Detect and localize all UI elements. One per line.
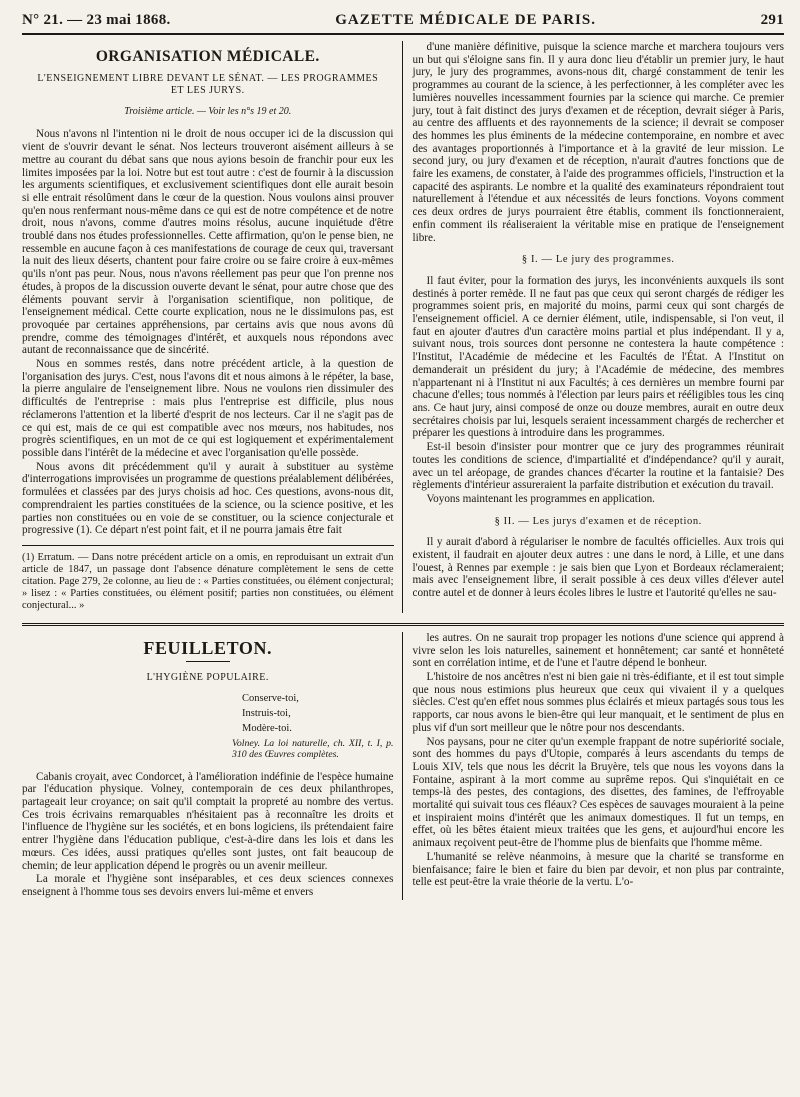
paragraph: L'histoire de nos ancêtres n'est ni bien gaie ni très-édifiante, et il est tout simple que nous nous estimions plus heureux que ceux qui vivaient il y a quelques siècles. C'est qu'en effet nous sommes plus éclairés et mieux partagés sous tous les rapports, car nous avons le bien-être qui leur manquait, et le sentiment de plus en plus vif d'un sort meilleur que le nôtre pour nos descendants. — [412, 671, 784, 734]
paragraph: Il y aurait d'abord à régulariser le nombre de facultés officielles. Aux trois qui existent, il faudrait en ajouter deux autres : une dans le nord, à Lille, et une dans l'ouest, à Rennes par exemple : je sais bien que Lyon et Bordeaux réclameraient; mais avec l'enseignement libre, il serait possible à ces deux villes d'élever autel contre autel et de donner à leurs écoles libres le lustre et l'autorité qu'elles ne sau- — [412, 536, 784, 600]
epigraph-line: Modère-toi. — [242, 722, 292, 734]
paragraph: Nous avons dit précédemment qu'il y aurait à substituer au système d'interrogations improvisées un programme de questions préalablement délibérées, formulées et classées par des jurys choisis ad hoc. Ces questions, avons-nous dit, comprendraient les parties constituées de la science, ou la science positive, et les parties non constituées ou en voie de se constituer, ou la science conjecturale et progressive (1). Ce départ n'est point fait, et il ne pourra jamais être fait — [22, 460, 394, 537]
page-number: 291 — [760, 12, 784, 28]
paragraph: Nos paysans, pour ne citer qu'un exemple frappant de notre supériorité sociale, sont des hommes du pays d'Utopie, comparés à leurs ascendants du temps de Louis XIV, tels que nous les décrit la Bruyère, tels que nous les voyons dans la Fontaine, aspirant à la mort comme au suprême repos. Qui s'inquiétait en ce temps-là des pestes, des contagions, des disettes, des famines, de l'effroyable mortalité qui suivait tous ces fléaux? Ces espèces de sauvages mouraient à la peine et inspiraient moins d'intérêt que les animaux domestiques. Il fut un temps, en effet, où les bêtes étaient mieux traitées que les gens, et aujourd'hui encore les animaux reçoivent peut-être de l'homme plus de bienfaits que l'homme même. — [412, 735, 784, 850]
feuilleton-left-column — [22, 632, 403, 900]
paragraph: Nous en sommes restés, dans notre précédent article, à la question de l'organisation des jurys. C'est, nous l'avons dit et nous aimons à le répéter, la base, la pierre angulaire de l'enseignement libre. Nous ne voulons rien dissimuler des difficultés de l'entreprise : mais plus l'entreprise est difficile, plus nous réclamerons l'attention et la liberté d'esprit de nos lecteurs. Car il ne s'agit pas de ce qui est, mais de ce qui est compatible avec nos mœurs, nos habitudes, nos progrès scientifiques, en un mot de ce qui est logiquement et expérimentalement possible dans l'intérêt de la médecine et avec l'organisation qu'elle possède. — [22, 358, 394, 459]
article-right-column — [413, 41, 785, 613]
article-subtitle: L'ENSEIGNEMENT LIBRE DEVANT LE SÉNAT. — LES PROGRAMMES ET LES JURYS. — [37, 72, 379, 96]
article-columns — [22, 41, 784, 613]
feuilleton-columns — [22, 632, 784, 900]
paragraph: d'une manière définitive, puisque la science marche et marchera toujours vers un but qui s'éloigne sans fin. Il y aura donc lieu d'établir un premier jury, le haut jury, le jury des programmes, avons-nous dit, chargé constamment de tenir les programmes au courant de la science, à les perfectionner, à les compléter avec les lumières nouvelles incessamment fournies par la science qui marche. Ce premier jury, tout à fait distinct des jurys d'examen et de réception, devrait siéger à Paris, au centre des affluents et des rayonnements de la science; il devrait se composer des hommes les plus éminents de la médecine contemporaine, en nombre et avec des avantages proportionnés à l'importance et à la gravité de leur mission. Le second jury, ou jury d'examen et de réception, n'aurait d'autres fonctions que de faire les examens, de constater, à l'aide des programmes officiels, l'instruction et la capacité des aspirants. Le nombre et la qualité des examinateurs répondraient tout naturellement à l'étendue et aux nécessités de leurs fonctions. Voyons comment ces deux ordres de jurys pourraient être établis, comment ils fonctionneraient, enfin comment ils réaliseraient la véritable mise en pratique de l'enseignement libre. — [412, 41, 784, 244]
paragraph: les autres. On ne saurait trop propager les notions d'une science qui apprend à vivre selon les lois naturelles, sainement et honnêtement; car santé et honnêteté sont en corrélation intime, et de l'une et l'autre dépend le bonheur. — [412, 631, 784, 670]
title-rule — [186, 661, 230, 662]
paragraph: Nous n'avons nl l'intention ni le droit de nous occuper ici de la discussion qui vient de s'ouvrir devant le sénat. Nos lecteurs trouveront aisément ailleurs à se mettre au courant du débat sans que nous ayions besoin de franchir pour eux les limites imposées par la loi. Notre but est tout autre : c'est de fournir à la discussion les arguments scientifiques, et exclusivement scientifiques dont elle aurait besoin si elle entrait résolûment dans le cœur de la question. Nous voulons ainsi prouver qu'en nous renfermant nous-même dans ce qui est de notre compétence et de notre droit, nous n'avons, comme d'autres moins résolus, aucune inquiétude d'être troublé dans nos études professionnelles. Cette affirmation, qu'on le pense bien, ne ressemble en aucune façon à ces manifestations de courage de ceux qui, traversant la nuit des lieux déserts, chantent pour faire croire ou se faire croire à eux-mêmes qu'ils n'ont pas peur. Nous, nous n'avons réellement pas peur que l'on prenne nos études, à propos de la discussion ouverte devant le sénat, pour autre chose que des éléments pouvant servir à l'organisation scientifique, non politique, de l'enseignement médical. Cette courte explication, nous ne le dissimulons pas, est provoquée par certaines appréhensions, par certains avis que nous avons dû prendre, comme des témoignages d'intérêt, et auxquels nous répondons avec autant de reconnaissance que de sincérité. — [22, 128, 394, 357]
paragraph: Cabanis croyait, avec Condorcet, à l'amélioration indéfinie de l'espèce humaine par l'éducation physique. Volney, contemporain de ces deux philanthropes, partageait leur croyance; on sait qu'il comptait la propreté au nombre des vertus. Ces trois écrivains remarquables n'hésitaient pas à reconnaître les droits et l'influence de l'hygiène sur les sociétés, et en bons logiciens, ils prétendaient faire entrer l'hygiène dans l'éducation publique, c'est-à-dire dans les lois et dans les mœurs. Ces idées, aussi pratiques qu'elles sont justes, ont fait beaucoup de chemin; de leur application dépend le progrès ou un avenir meilleur. — [22, 770, 394, 872]
feuilleton-right-column — [413, 632, 785, 900]
epigraph-line: Instruis-toi, — [242, 707, 291, 719]
paragraph: Il faut éviter, pour la formation des jurys, les inconvénients auxquels ils sont destinés à porter remède. Il ne faut pas que ceux qui seront chargés de rédiger les programmes soient pris, en majorité du moins, parmi ceux qui sont chargés de l'enseignement officiel. A ce dernier élément, utile, indispensable, si l'on veut, il faut en ajouter d'autres d'un caractère moins partial et plus indépendant. Il y a, suivant nous, trois sources dont personne ne contestera la haute compétence : l'Institut, l'Académie de médecine et les Facultés de l'État. A l'Institut on demanderait un président du jury; à l'Académie de médecine, des membres n'appartenant ni à l'Institut ni aux Facultés; à ces dernières un membre fourni par chacune d'elles; tous nommés à l'élection par leurs pairs et rééligibles tous les cinq ans. Ce haut jury, ainsi composé de onze ou douze membres, aurait en outre deux secrétaires choisis par lui, lesquels seraient incessamment chargés de rechercher et préparer les questions à introduire dans les programmes. — [412, 274, 784, 440]
page-header — [22, 12, 784, 35]
epigraph-line: Conserve-toi, — [242, 692, 299, 704]
feuilleton-title: FEUILLETON. — [143, 637, 273, 658]
paragraph: Voyons maintenant les programmes en application. — [426, 492, 655, 505]
feuilleton-subtitle: L'HYGIÈNE POPULAIRE. — [146, 671, 269, 683]
article-left-column — [22, 41, 403, 613]
section-heading: § I. — Le jury des programmes. — [521, 254, 675, 266]
paragraph: L'humanité se relève néanmoins, à mesure que la charité se transforme en bienfaisance; faire le bien et faire du bien par devoir, et non plus par contrainte, telle est peut-être la vraie théorie de la vertu. L'o- — [412, 850, 784, 889]
article-note: Troisième article. — Voir les n°s 19 et 20. — [124, 105, 292, 117]
epigraph-source: Volney. La loi naturelle, ch. XII, t. I, p. 310 des Œuvres complètes. — [232, 737, 394, 761]
section-heading: § II. — Les jurys d'examen et de réception. — [494, 515, 702, 527]
footnote — [22, 545, 394, 612]
feuilleton-divider — [22, 623, 784, 626]
newspaper-title: GAZETTE MÉDICALE DE PARIS. — [335, 12, 596, 28]
paragraph: Est-il besoin d'insister pour montrer que ce jury des programmes réunirait toutes les conditions de science, d'impartialité et d'indépendance? qu'il y aurait, avec un tel aréopage, de grandes chances d'écarter la routine et la fantaisie? Des règlements d'intérieur assureraient la parfaite distribution et exécution du travail. — [412, 441, 784, 492]
article-title: ORGANISATION MÉDICALE. — [95, 48, 320, 65]
footnote-text: (1) Erratum. — Dans notre précédent article on a omis, en reproduisant un extrait d'un article de 1847, un passage dont l'absence dénature complètement le sens de cette citation. Page 279, 2e colonne, au lieu de : « Parties constituées, ou élément conjectural; » lisez : « Parties constituées, ou élément positif; parties non constituées, ou élément conjectural... » — [22, 551, 394, 611]
issue-date: N° 21. — 23 mai 1868. — [22, 12, 171, 28]
paragraph: La morale et l'hygiène sont inséparables, et ces deux sciences connexes enseignent à l'homme tous ses devoirs envers lui-même et envers — [22, 873, 394, 898]
